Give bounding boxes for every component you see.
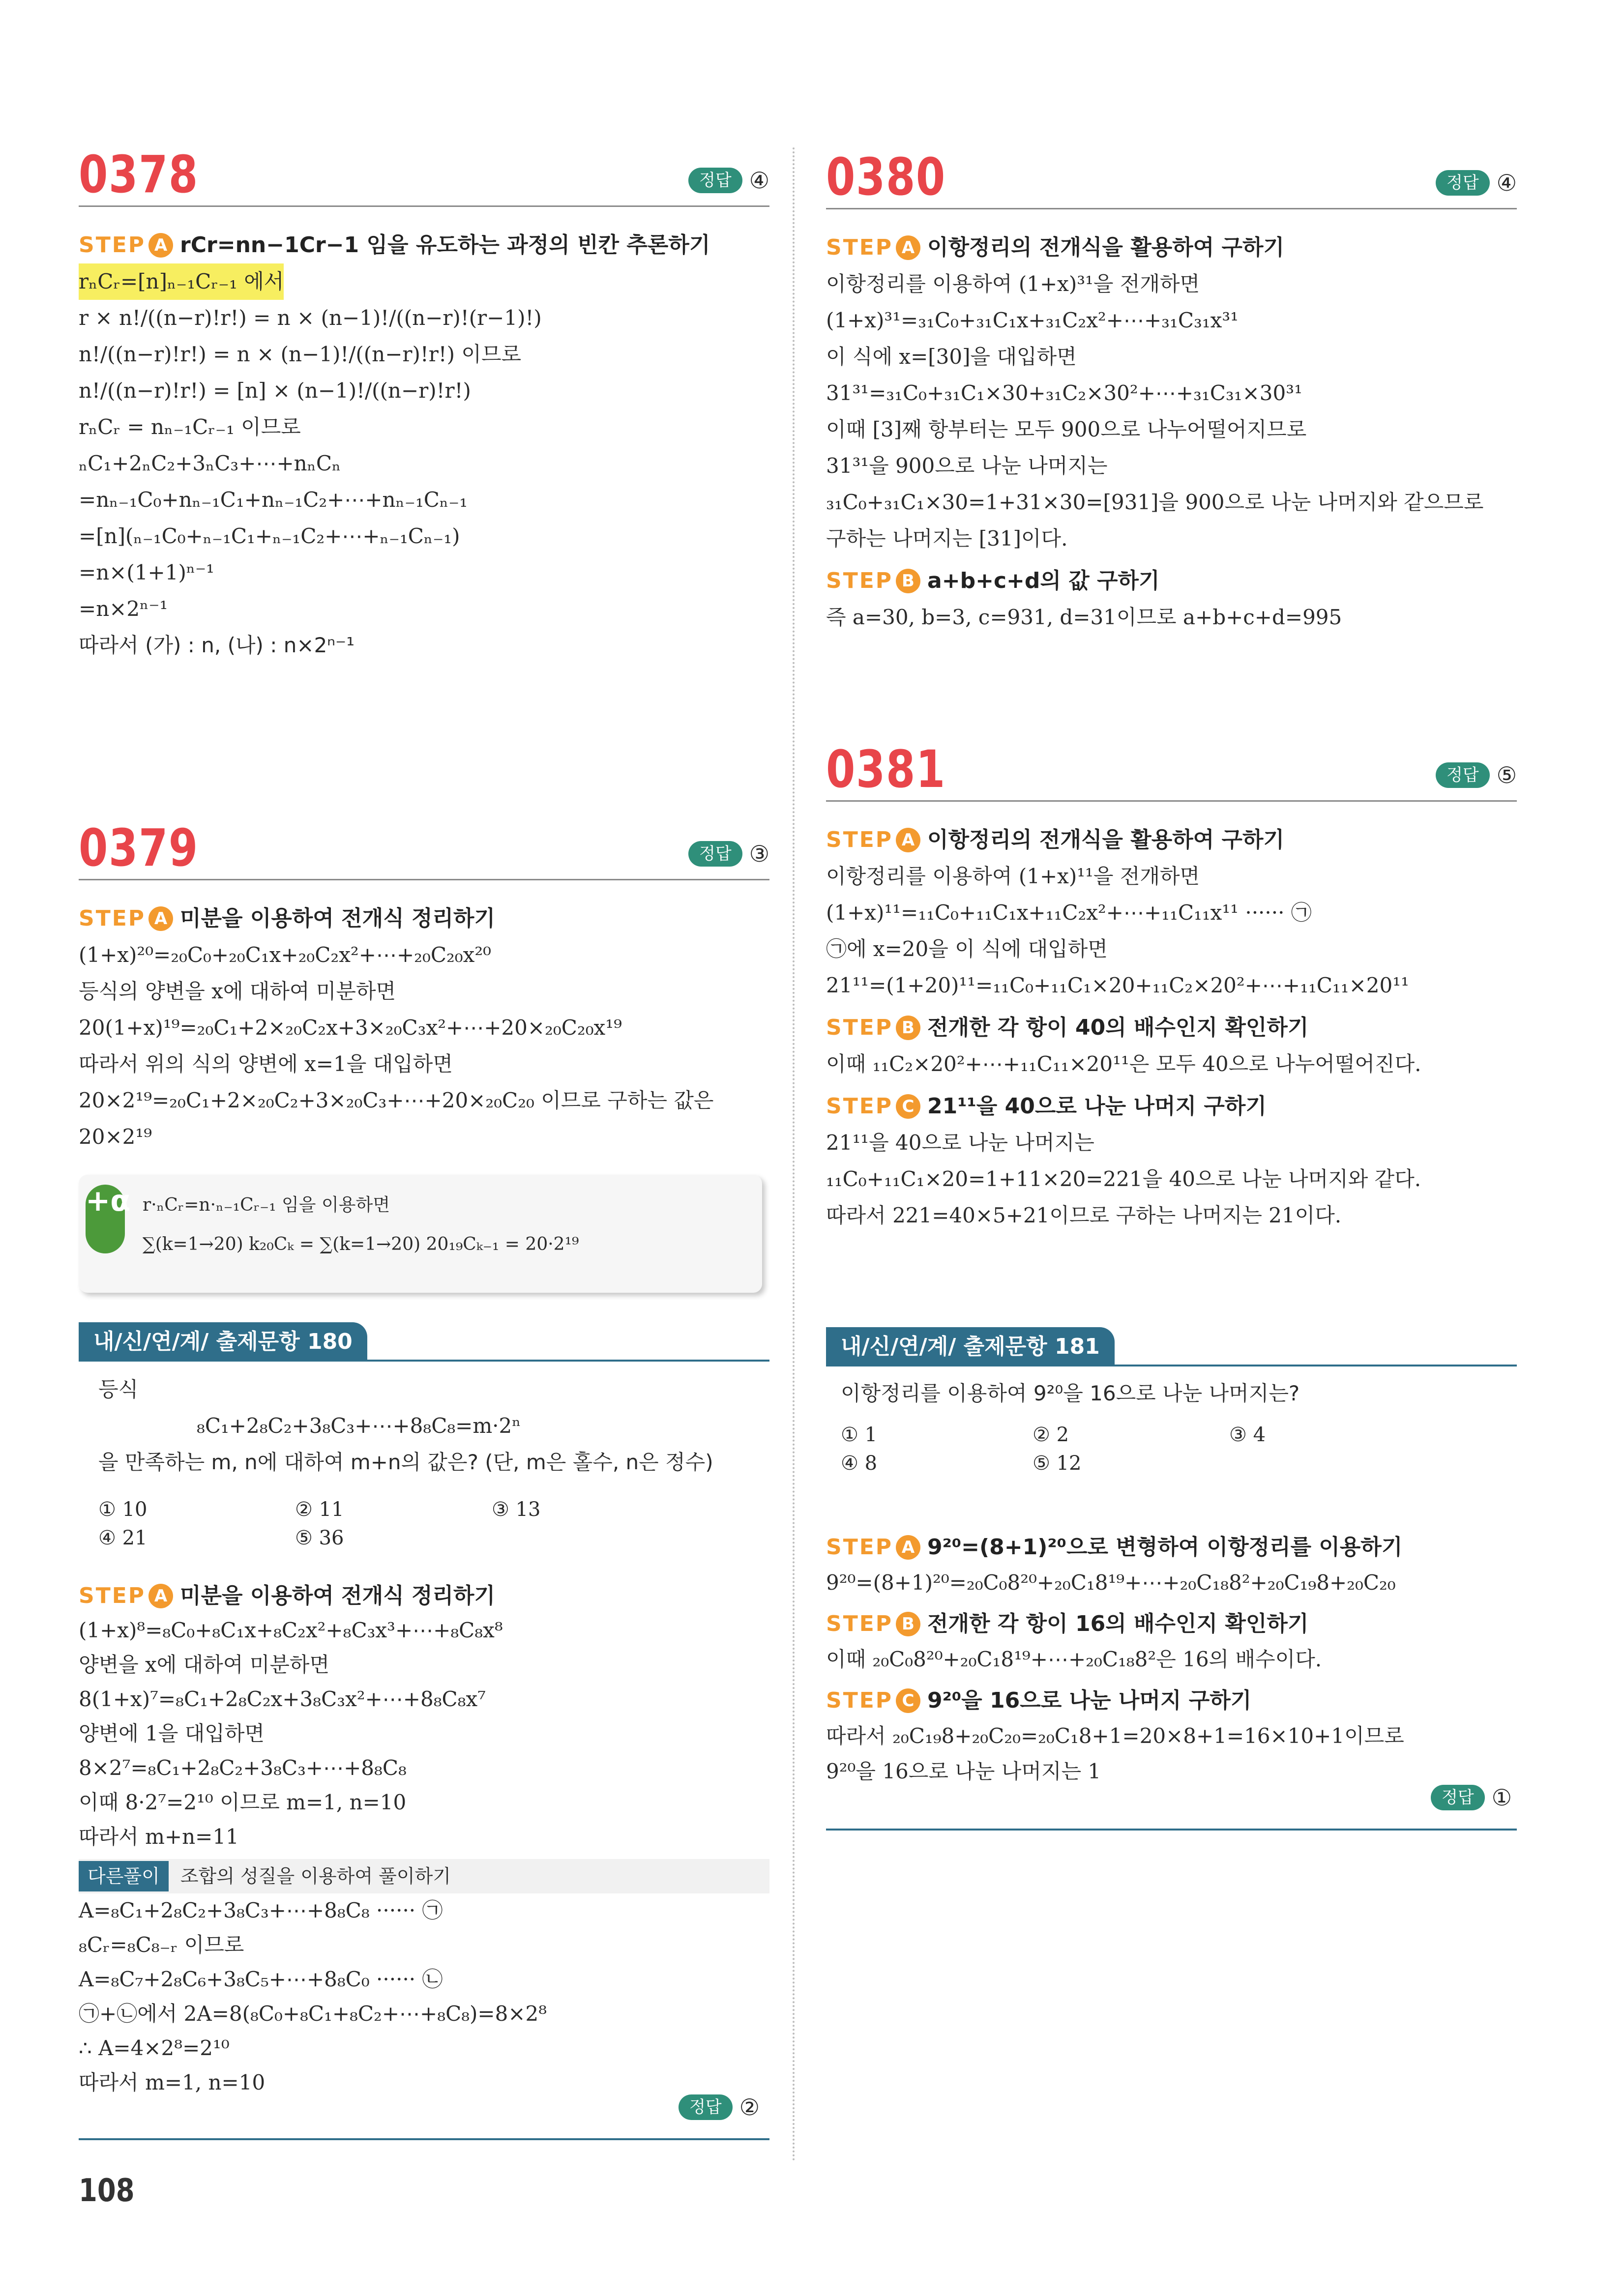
step-title: 21¹¹을 40으로 나눈 나머지 구하기 [927,1094,1267,1119]
choice-5[interactable]: ⑤ 36 [295,1527,344,1549]
step-title: 이항정리의 전개식을 활용하여 구하기 [927,235,1285,260]
alt-line: A=₈C₇+2₈C₆+3₈C₅+⋯+8₈C₀ ······ ㉡ [79,1967,443,1991]
solution-line: 21¹¹=(1+20)¹¹=₁₁C₀+₁₁C₁×20+₁₁C₂×20²+⋯+₁₁C₁₁×20¹¹ [826,973,1409,997]
solution-line: =n×(1+1)ⁿ⁻¹ [79,560,215,584]
choice-1[interactable]: ① 10 [98,1498,148,1521]
solution-line: rₙCᵣ=[n]ₙ₋₁Cᵣ₋₁ 에서 [79,263,284,300]
problem-number: 0379 [79,818,199,878]
alt-line: ₈Cᵣ=₈C₈₋ᵣ 이므로 [79,1933,244,1957]
step-a-heading: STEP A rCr=nn−1Cr−1 임을 유도하는 과정의 빈칸 추론하기 [79,227,769,263]
section-end-rule [79,2138,769,2140]
step-title: rCr=nn−1Cr−1 임을 유도하는 과정의 빈칸 추론하기 [180,233,710,258]
section-rule [79,1360,769,1362]
answer-indicator [1436,762,1517,788]
solution-181 [826,1524,1517,1789]
solution-line: n!/((n−r)!r!) = [n] × (n−1)!/((n−r)!r!) [79,378,471,403]
step-b-heading: STEP B 전개한 각 항이 40의 배수인지 확인하기 [826,1010,1517,1046]
solution-line: 양변에 1을 대입하면 [79,1721,265,1745]
question-line: 등식 [98,1377,139,1401]
solution-180 [79,1573,769,2100]
header-rule [79,205,769,207]
solution-line: ₁₁C₀+₁₁C₁×20=1+11×20=221을 40으로 나눈 나머지와 같다. [826,1167,1421,1191]
solution-line: 이때 ₁₁C₂×20²+⋯+₁₁C₁₁×20¹¹은 모두 40으로 나누어떨어진다. [826,1052,1421,1076]
solution-line: 따라서 (가) : n, (나) : n×2ⁿ⁻¹ [79,633,355,657]
solution-line: 20×2¹⁹ [79,1125,152,1149]
answer-value: ④ [1496,170,1517,196]
header-rule [826,208,1517,209]
section-end-rule [826,1829,1517,1831]
solution-line: 따라서 위의 식의 양변에 x=1을 대입하면 [79,1052,453,1076]
alt-line: ∴ A=4×2⁸=2¹⁰ [79,2036,230,2060]
answer-value: ② [739,2094,760,2121]
tip-line: ∑(k=1→20) k₂₀Cₖ = ∑(k=1→20) 20₁₉Cₖ₋₁ = 20·2¹⁹ [143,1234,579,1254]
answer-indicator [688,167,769,194]
question-line: ₈C₁+2₈C₂+3₈C₃+⋯+8₈C₈=m·2ⁿ [197,1414,521,1438]
step-b-heading: STEP B 전개한 각 항이 16의 배수인지 확인하기 [826,1606,1517,1642]
solution-line: (1+x)³¹=₃₁C₀+₃₁C₁x+₃₁C₂x²+⋯+₃₁C₃₁x³¹ [826,308,1239,332]
page-number: 108 [79,2173,135,2209]
solution-body [826,816,1517,1234]
solution-body [79,221,769,664]
solution-line: 21¹¹을 40으로 나눈 나머지는 [826,1131,1094,1155]
solution-line: 따라서 ₂₀C₁₉8+₂₀C₂₀=₂₀C₁8+1=20×8+1=16×10+1이므로 [826,1724,1404,1748]
section-tab: 내/신/연/계/ 출제문항 180 [79,1322,367,1362]
solution-line: =n×2ⁿ⁻¹ [79,597,168,621]
column-divider [793,147,795,2163]
solution-line: ₙC₁+2ₙC₂+3ₙC₃+⋯+nₙCₙ [79,451,341,475]
solution-line: 구하는 나머지는 [31]이다. [826,526,1068,551]
step-title: 9²⁰=(8+1)²⁰으로 변형하여 이항정리를 이용하기 [927,1535,1403,1560]
step-title: 미분을 이용하여 전개식 정리하기 [180,1583,496,1608]
solution-line: 20(1+x)¹⁹=₂₀C₁+2×₂₀C₂x+3×₂₀C₃x²+⋯+20×₂₀C₂₀x¹⁹ [79,1016,622,1040]
problem-number: 0381 [826,739,946,799]
solution-line: 양변을 x에 대하여 미분하면 [79,1653,330,1677]
step-c-heading: STEP C 9²⁰을 16으로 나눈 나머지 구하기 [826,1683,1517,1718]
question-181 [841,1376,1509,1478]
answer-value: ④ [749,167,769,194]
solution-line: 즉 a=30, b=3, c=931, d=31이므로 a+b+c+d=995 [826,605,1342,629]
step-a-heading: STEP A 미분을 이용하여 전개식 정리하기 [79,901,769,937]
choice-3[interactable]: ③ 13 [492,1498,541,1521]
solution-line: ₃₁C₀+₃₁C₁×30=1+31×30=[931]을 900으로 나눈 나머지와 같으므로 [826,490,1484,514]
choices-180 [98,1495,767,1552]
solution-line: 20×2¹⁹=₂₀C₁+2×₂₀C₂+3×₂₀C₃+⋯+20×₂₀C₂₀ 이므로 구하는 값은 [79,1088,714,1112]
choice-4[interactable]: ④ 21 [98,1527,148,1549]
solution-line: rₙCᵣ = nₙ₋₁Cᵣ₋₁ 이므로 [79,415,301,439]
section-tab: 내/신/연/계/ 출제문항 181 [826,1327,1115,1366]
solution-line: 이때 [3]째 항부터는 모두 900으로 나누어떨어지므로 [826,417,1307,441]
solution-line: 8(1+x)⁷=₈C₁+2₈C₂x+3₈C₃x²+⋯+8₈C₈x⁷ [79,1687,486,1711]
tip-line: r·ₙCᵣ=n·ₙ₋₁Cᵣ₋₁ 임을 이용하면 [143,1195,390,1215]
step-title: 이항정리의 전개식을 활용하여 구하기 [927,827,1285,852]
solution-line: =nₙ₋₁C₀+nₙ₋₁C₁+nₙ₋₁C₂+⋯+nₙ₋₁Cₙ₋₁ [79,488,468,512]
alternate-solution-tab: 다른풀이 [79,1861,169,1891]
step-a-heading: STEP A 미분을 이용하여 전개식 정리하기 [79,1579,769,1613]
alt-line: A=₈C₁+2₈C₂+3₈C₃+⋯+8₈C₈ ······ ㉠ [79,1898,443,1922]
answer-badge: 정답 [1436,170,1490,196]
alt-line: 따라서 m=1, n=10 [79,2070,266,2094]
plus-alpha-icon: +α [86,1185,125,1253]
solution-body [826,224,1517,636]
answer-badge: 정답 [688,841,742,867]
solution-line: n!/((n−r)!r!) = n × (n−1)!/((n−r)!r!) 이므로 [79,342,522,366]
solution-line: 8×2⁷=₈C₁+2₈C₂+3₈C₃+⋯+8₈C₈ [79,1756,407,1780]
step-title: 전개한 각 항이 16의 배수인지 확인하기 [927,1611,1309,1636]
related-problem-181-header [826,1327,1517,1366]
solution-line: 9²⁰을 16으로 나눈 나머지는 1 [826,1759,1101,1783]
step-a-heading: STEP A 이항정리의 전개식을 활용하여 구하기 [826,822,1517,858]
answer-badge: 정답 [679,2094,733,2120]
solution-line: 이항정리를 이용하여 (1+x)³¹을 전개하면 [826,272,1200,296]
choice-2[interactable]: ② 2 [1033,1424,1069,1446]
solution-line: =[n](ₙ₋₁C₀+ₙ₋₁C₁+ₙ₋₁C₂+⋯+ₙ₋₁Cₙ₋₁) [79,524,460,548]
answer-indicator-181 [1431,1784,1512,1811]
solution-body [79,895,769,1155]
header-rule [79,879,769,880]
solution-line: 이항정리를 이용하여 (1+x)¹¹을 전개하면 [826,864,1200,888]
solution-line: 따라서 m+n=11 [79,1825,239,1849]
answer-value: ③ [749,841,769,867]
choice-5[interactable]: ⑤ 12 [1033,1452,1082,1475]
solution-line: 31³¹을 900으로 나눈 나머지는 [826,454,1108,478]
answer-badge: 정답 [688,168,742,193]
answer-value: ⑤ [1496,762,1517,788]
header-rule [826,800,1517,802]
problem-number: 0380 [826,147,946,207]
question-180 [98,1371,767,1552]
answer-badge: 정답 [1436,762,1490,788]
solution-line: (1+x)²⁰=₂₀C₀+₂₀C₁x+₂₀C₂x²+⋯+₂₀C₂₀x²⁰ [79,943,491,967]
choice-2[interactable]: ② 11 [295,1498,344,1521]
solution-line: 등식의 양변을 x에 대하여 미분하면 [79,979,396,1003]
solution-line: (1+x)¹¹=₁₁C₀+₁₁C₁x+₁₁C₂x²+⋯+₁₁C₁₁x¹¹ ······ ㉠ [826,901,1312,925]
choice-4[interactable]: ④ 8 [841,1452,878,1475]
solution-line: r × n!/((n−r)!r!) = n × (n−1)!/((n−r)!(r−1)!) [79,306,542,330]
alternate-solution-bar [79,1859,769,1893]
tip-box [79,1175,762,1293]
solution-line: 이때 8·2⁷=2¹⁰ 이므로 m=1, n=10 [79,1790,407,1814]
related-problem-180-header [79,1322,769,1362]
choices-181 [841,1421,1509,1478]
step-title: 미분을 이용하여 전개식 정리하기 [180,906,496,931]
section-rule [826,1365,1517,1366]
question-line: 이항정리를 이용하여 9²⁰을 16으로 나눈 나머지는? [841,1381,1300,1405]
step-b-heading: STEP B a+b+c+d의 값 구하기 [826,563,1517,599]
choice-3[interactable]: ③ 4 [1229,1424,1266,1446]
answer-badge: 정답 [1431,1785,1485,1810]
step-a-heading: STEP A 이항정리의 전개식을 활용하여 구하기 [826,230,1517,266]
solution-line: 따라서 221=40×5+21이므로 구하는 나머지는 21이다. [826,1203,1342,1227]
solution-line: 이 식에 x=[30]을 대입하면 [826,345,1077,369]
solution-line: 이때 ₂₀C₀8²⁰+₂₀C₁8¹⁹+⋯+₂₀C₁₈8²은 16의 배수이다. [826,1647,1322,1671]
question-line: 을 만족하는 m, n에 대하여 m+n의 값은? (단, m은 홀수, n은 정수) [98,1450,713,1474]
alt-line: ㉠+㉡에서 2A=8(₈C₀+₈C₁+₈C₂+⋯+₈C₈)=8×2⁸ [79,2002,547,2026]
answer-indicator [1436,170,1517,196]
choice-1[interactable]: ① 1 [841,1424,878,1446]
solution-line: ㉠에 x=20을 이 식에 대입하면 [826,937,1108,961]
step-title: 9²⁰을 16으로 나눈 나머지 구하기 [927,1688,1252,1713]
problem-number: 0378 [79,145,199,204]
answer-indicator [688,841,769,867]
answer-value: ① [1491,1784,1512,1811]
alternate-solution-title: 조합의 성질을 이용하여 풀이하기 [180,1865,451,1887]
answer-indicator-180 [679,2094,760,2121]
solution-line: 31³¹=₃₁C₀+₃₁C₁×30+₃₁C₂×30²+⋯+₃₁C₃₁×30³¹ [826,381,1302,405]
step-title: a+b+c+d의 값 구하기 [927,568,1160,593]
step-title: 전개한 각 항이 40의 배수인지 확인하기 [927,1015,1309,1040]
step-c-heading: STEP C 21¹¹을 40으로 나눈 나머지 구하기 [826,1088,1517,1125]
solution-line: (1+x)⁸=₈C₀+₈C₁x+₈C₂x²+₈C₃x³+⋯+₈C₈x⁸ [79,1618,503,1642]
solution-line: 9²⁰=(8+1)²⁰=₂₀C₀8²⁰+₂₀C₁8¹⁹+⋯+₂₀C₁₈8²+₂₀C₁₉8+₂₀C₂₀ [826,1570,1396,1595]
step-a-heading: STEP A 9²⁰=(8+1)²⁰으로 변형하여 이항정리를 이용하기 [826,1530,1517,1565]
